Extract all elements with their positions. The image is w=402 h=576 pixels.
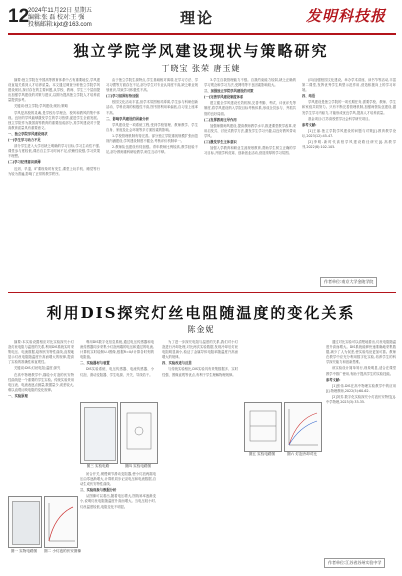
paragraph: 关键词:DIS;灯丝电阻;温度;探究 — [14, 366, 61, 371]
figure-5-diagram — [244, 402, 282, 452]
section-heading: 参考文献: — [326, 377, 341, 382]
newspaper-logo: 发明科技报 — [306, 7, 387, 25]
figure-4-caption: 图四 实验电路图 — [124, 464, 152, 468]
section-heading: 三、实验现象与数据分析 — [80, 488, 117, 493]
section-heading: 二、实验器材与装置 — [80, 361, 110, 366]
paragraph: [1]张伟.DIS在高中物理实验教学中的应用[J].物理教师,2022(5):60-62. — [326, 383, 396, 393]
paragraph: DIS实验系统、电压传感器、电流传感器、小灯泡、滑动变阻器、学生电源、开关、导线若干。 — [80, 367, 154, 377]
paragraph: 校园文化活动丰富,但学术氛围相对薄弱,学生参与科研创新活动、学科竞赛的积极性不高,图书馆利用率偏低,自习室上座率不高。 — [106, 100, 198, 115]
section-heading: 二、影响学风建设的因素分析 — [106, 116, 149, 121]
paragraph: 关键词:独立学院;学风建设;现状;策略 — [14, 104, 68, 109]
figure-6-graph — [285, 403, 321, 451]
article1-title: 独立学院学风建设现状与策略研究 — [73, 42, 329, 60]
paragraph: 该实验设计简单易行,现象明显,适合在课堂教学中推广使用,有助于提高学生的实验技能。 — [326, 366, 396, 376]
article-divider — [8, 292, 396, 293]
section-heading: 一、独立学院学风建设现状 — [8, 131, 48, 136]
paragraph: 闭合开关,缓慢调节滑动变阻器,使小灯泡两端电压由零逐渐增大,计算机同步记录电压和电流数据,自动生成伏安特性曲线。 — [80, 472, 156, 487]
paragraph: 学风是高校的灵魂,是学校办学理念、校风和教风的集中体现。良好的学风能够激发学生的学习热情,促进学生全面发展。独立学院作为我国高等教育的重要组成部分,其学风建设对于提高教育质量具有重要意义。 — [8, 110, 100, 130]
paragraph: 通过对比实验可以清楚地看出,灯丝电阻随温度升高而增大。DIS系统能够快速准确地采集数据,减少了人为误差,使实验结论更加可靠。教师在教学中应充分利用数字化实验,培养学生的科学探究能力和创新思维。 — [326, 340, 396, 365]
section-heading: (二)学习纪律意识淡薄 — [8, 160, 41, 165]
section-heading: 三、加强独立学院学风建设的对策 — [204, 89, 254, 94]
paragraph: 利用DIS数字化信息系统,通过电压传感器和电流传感器同步采集小灯泡两端的电压和通过的电流,计算机实时绘制U-I图像,根据R=U/I计算各时刻的电阻值。 — [80, 340, 154, 360]
issue-date: 2024年11月22日 星期五 — [28, 8, 92, 14]
section-heading: (一)学生学习动力不足 — [8, 138, 41, 143]
article1-authors: 丁晓宝 张荣 唐玉婕 — [161, 64, 241, 73]
paragraph: 学风建设是独立学院的一项长期任务,需要学校、教师、学生和家庭共同努力。只有不断完善管理机制,加强师资队伍建设,激发学生学习内驱力,才能形成优良学风,提高人才培养质量。 — [302, 100, 396, 115]
figure-3-photo — [80, 402, 118, 464]
paragraph: 摘要:本实验设置相应对比实验探究小灯泡灯丝电阻与温度的关系,利用DIS系统实时采集电压、电流数据,绘制伏安特性曲线,直观地显示灯丝电阻随温度升高而增大的规律,提高了实验的准确性和直观性。 — [8, 340, 74, 365]
section-heading: 四、实验改进与反思 — [162, 361, 192, 366]
section-heading: 一、实验原理 — [8, 393, 28, 398]
figure-2-chart — [44, 496, 78, 548]
figure-6-caption: 图六 灯泡冷却对比 — [287, 452, 317, 456]
paragraph: 1.学校管理机制有待完善。部分独立学院重视规模扩张而忽视内涵建设,学风建设制度不健全,考核评价机制单一。 — [106, 133, 198, 144]
figure-4-diagram — [120, 402, 158, 464]
article2-column-5 — [326, 340, 396, 548]
paragraph: 与传统实验相比,DIS实验具有采集数据多、实时性强、图像直观等优点,有利于学生理解物理规律。 — [162, 367, 238, 377]
article2-title: 利用DIS探究灯丝电阻随温度的变化关系 — [46, 304, 356, 322]
paragraph: 部分学生进入大学后缺乏明确的学习目标,学习主动性不强,课堂参与度较低,课后自主学习时间不足,依赖性较强,学习效果不理想。 — [8, 144, 100, 159]
paragraph: 为了进一步探究电阻与温度的关系,我们对小灯泡进行冷却处理,对比两次实验数据,发现冷却后灯丝电阻明显减小,验证了金属导体电阻率随温度升高而增大的规律。 — [162, 340, 238, 360]
figure-3-image — [84, 407, 116, 461]
section-title: 理论 — [180, 9, 215, 27]
section-heading: 四、结语 — [302, 94, 316, 99]
figure-5-graph — [245, 403, 281, 451]
paragraph: 基金项目:江苏高校哲学社会科学研究项目。 — [308, 116, 372, 121]
article2-column-4a — [244, 340, 320, 398]
article1-affiliation: 作者单位:南京大学金陵学院 — [320, 277, 377, 287]
paragraph: (四)加强校园文化建设。举办学术讲座、读书节等活动,丰富第二课堂,发挥优秀学生典型示范作用,营造积极向上的学习环境。 — [302, 78, 396, 93]
article2-column-2 — [80, 340, 154, 400]
section-heading: (一)完善学风建设制度体系 — [204, 95, 244, 100]
header-rule — [8, 33, 396, 35]
paragraph: [2]刘芳.数字化实验探究小灯泡伏安特性[J].中学物理,2023(3):33-35. — [326, 394, 396, 405]
article1-column-4 — [302, 78, 396, 268]
figure-4-graph — [121, 403, 157, 463]
article1-column-3 — [204, 78, 296, 286]
figure-3-caption: 图三 实验电路 — [86, 464, 110, 468]
figure-2-graph — [45, 497, 77, 547]
section-heading: (三)激发学生主体意识 — [204, 140, 237, 145]
paragraph: 加强师德师风建设,提高教师教学水平,推进课堂教学改革,采用启发式、讨论式教学方法,激发学生学习兴趣,以良好教风带动学风。 — [204, 123, 296, 138]
article1-column-2 — [106, 78, 198, 286]
paragraph: 建立健全学风建设长效机制,完善考勤、考试、评优评先等制度,将学风建设纳入学院目标考核体系,形成全员参与、齐抓共管的良好局面。 — [204, 101, 296, 116]
article2-column-2b — [80, 472, 156, 572]
figure-1-image — [12, 501, 40, 545]
figure-2-caption: 图二 小灯泡的伏安图像 — [44, 549, 82, 553]
article2-affiliation: 作者单位:江苏省苏州实验中学 — [324, 558, 385, 568]
page-number: 12 — [8, 6, 30, 27]
paragraph: 在高中物理教学中,描绘小灯泡的伏安特性曲线是一个重要的学生实验。传统实验采用电压表、电流表逐点测量,数据量少,误差较大,难以直观反映电阻的变化规律。 — [8, 372, 74, 392]
paragraph: 加强入学教育和职业生涯规划教育,帮助学生树立正确的学习目标,开展学科竞赛、创新创业活动,营造浓厚的学习氛围。 — [204, 146, 296, 156]
paragraph: 2.教师队伍建设有待加强。青年教师比例较高,教学经验不足,部分教师重科研轻教学,师生互动不够。 — [106, 145, 198, 155]
email-line: 投稿邮箱:kjxt@163.com — [28, 22, 92, 28]
article2-author: 陈金妮 — [187, 325, 215, 334]
figure-6-chart — [284, 402, 322, 452]
paragraph: 由于独立学院生源特点,学生基础相对薄弱,在学习方法、学习习惯等方面存在不足,部分学生对专业认同度不高,缺乏职业规划意识,导致学习积极性不高。 — [106, 78, 198, 93]
paragraph: [1]王丽.独立学院学风建设的问题与对策[J].教育教学论坛,2023(12):45-47. — [302, 128, 396, 138]
article2-column-1 — [8, 340, 74, 492]
paragraph: 学风建设是一项系统工程,受到学校管理、教师教学、学生自身、家庭及社会环境等多方面因素的影响。 — [106, 122, 198, 132]
paragraph: [2]李明.新时代高校学风建设路径研究[J].高教学刊,2022(8):102-105. — [302, 140, 396, 150]
section-heading: (三)学习氛围有待加强 — [106, 94, 139, 99]
section-heading: (二)发挥教师主导作用 — [204, 117, 237, 122]
section-heading: 参考文献: — [302, 122, 317, 127]
editor-line: 编辑:张 磊 校对:王 强 — [28, 15, 85, 21]
paragraph: 迟到、早退、旷课现象时有发生,课堂上玩手机、睡觉等行为较为普遍,影响了正常的教学秩序。 — [8, 166, 100, 176]
issue-info — [28, 8, 92, 29]
article1-column-1 — [8, 78, 100, 286]
figure-1-caption: 图一 实物电路图 — [10, 549, 38, 553]
paragraph: 摘要:独立学院在中国高等教育体系中占有重要地位,学风建设直接关系到人才培养质量。本文通过调查分析独立学院学风建设现状,探讨存在的主要问题,从学校、教师、学生三个层面提出加强学风建设的对策与建议,以期为提高独立学院人才培养质量提供参考。 — [8, 78, 100, 103]
figure-5-caption: 图五 实验电路图 — [248, 452, 276, 456]
figure-1-photo — [8, 496, 42, 548]
paragraph: 从图像可以看出,随着电压增大,图线斜率逐渐变小,说明灯丝电阻随温度升高而增大。当电压较小时,灯丝温度较低,电阻变化不明显。 — [80, 494, 156, 509]
article2-column-4b — [244, 460, 320, 572]
article2-column-3 — [162, 340, 238, 572]
paragraph: 3.学生自我管理能力不强。自我约束能力较弱,缺乏正确的学习观念和学习方法,受网络等不良因素影响较大。 — [204, 78, 296, 88]
